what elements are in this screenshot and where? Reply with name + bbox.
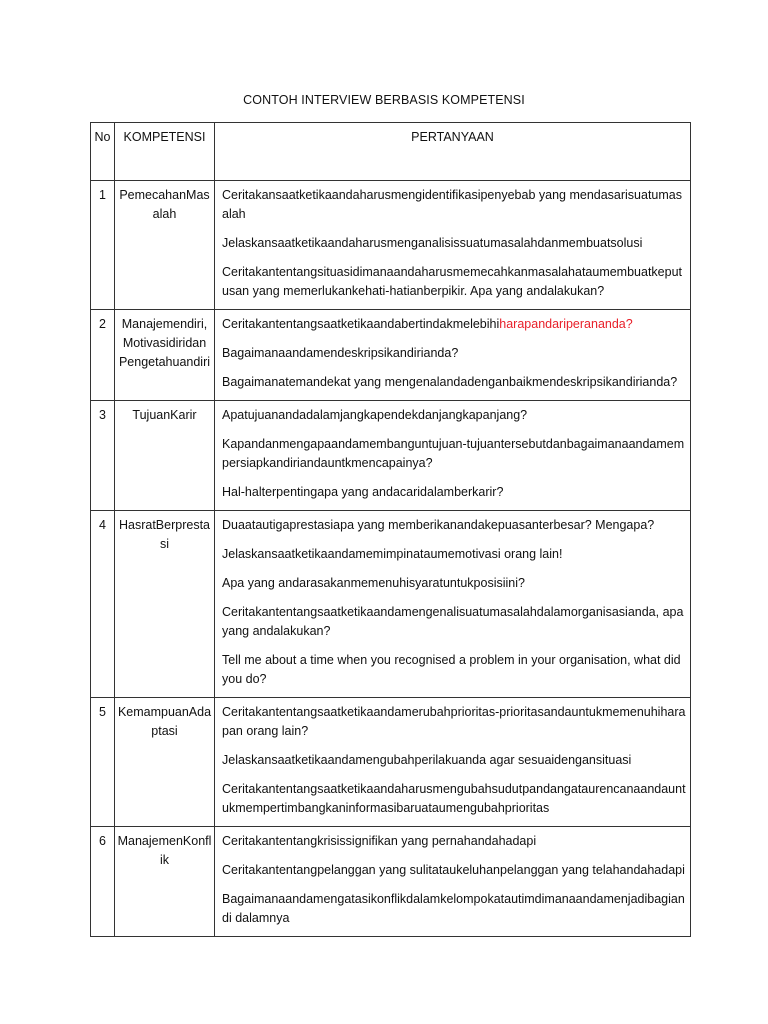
question-text [222, 780, 686, 818]
kompetensi-cell: ManajemenKonflik [115, 827, 215, 937]
question-text [222, 373, 686, 392]
question-text [222, 516, 686, 535]
question-text [222, 751, 686, 770]
kompetensi-cell: PemecahanMasalah [115, 181, 215, 310]
question-text [222, 890, 686, 928]
question-main-text: Ceritakantentangsaatketikaandamerubahprioritas-prioritasandauntukmemenuhiharapan orang lain? [222, 705, 686, 738]
question-main-text: Duaatautigaprestasiapa yang memberikanandakepuasanterbesar? Mengapa? [222, 518, 655, 532]
pertanyaan-cell [215, 310, 691, 401]
question-main-text: Bagaimanaandamengatasikonflikdalamkelompokatautimdimanaandamenjadibagian di dalamnya [222, 892, 685, 925]
question-main-text: Bagaimanatemandekat yang mengenalandadenganbaikmendeskripsikandirianda? [222, 375, 678, 389]
question-main-text: Kapandanmengapaandamembanguntujuan-tujuantersebutdanbagaimanaandamempersiapkandiriandauntkmencapainya? [222, 437, 685, 470]
question-main-text: Jelaskansaatketikaandaharusmenganalisissuatumasalahdanmembuatsolusi [222, 236, 643, 250]
table-row [91, 181, 691, 310]
row-number: 2 [91, 310, 115, 401]
question-text [222, 651, 686, 689]
question-main-text: Apatujuanandadalamjangkapendekdanjangkapanjang? [222, 408, 528, 422]
question-main-text: Ceritakantentangsaatketikaandabertindakmelebihi [222, 317, 500, 331]
question-text [222, 315, 686, 334]
question-text [222, 483, 686, 502]
pertanyaan-cell [215, 401, 691, 511]
table-body [91, 123, 691, 937]
kompetensi-cell: Manajemendiri, Motivasidiridan Pengetahuandiri [115, 310, 215, 401]
question-main-text: Tell me about a time when you recognised a problem in your organisation, what did you do? [222, 653, 681, 686]
question-text [222, 234, 686, 253]
table-row [91, 827, 691, 937]
kompetensi-cell: KemampuanAdaptasi [115, 698, 215, 827]
header-no: No [91, 123, 115, 181]
question-text [222, 703, 686, 741]
competency-table [90, 122, 691, 937]
question-main-text: Bagaimanaandamendeskripsikandirianda? [222, 346, 459, 360]
table-row [91, 698, 691, 827]
question-text [222, 574, 686, 593]
question-text [222, 832, 686, 851]
question-text [222, 603, 686, 641]
pertanyaan-cell [215, 181, 691, 310]
pertanyaan-cell [215, 511, 691, 698]
kompetensi-cell: HasratBerprestasi [115, 511, 215, 698]
row-number: 5 [91, 698, 115, 827]
page-title: CONTOH INTERVIEW BERBASIS KOMPETENSI [243, 93, 525, 107]
question-main-text: Hal-halterpentingapa yang andacaridalamberkarir? [222, 485, 504, 499]
header-kompetensi: KOMPETENSI [115, 123, 215, 181]
question-main-text: Ceritakantentangsaatketikaandaharusmengubahsudutpandangataurencanaandauntukmempertimbangkaninformasibaruataumengubahprioritas [222, 782, 686, 815]
table-header-row [91, 123, 691, 181]
question-text [222, 861, 686, 880]
table-row [91, 511, 691, 698]
question-main-text: Jelaskansaatketikaandamengubahperilakuanda agar sesuaidengansituasi [222, 753, 632, 767]
row-number: 4 [91, 511, 115, 698]
question-text [222, 435, 686, 473]
kompetensi-cell: TujuanKarir [115, 401, 215, 511]
question-text [222, 186, 686, 224]
table-row [91, 401, 691, 511]
pertanyaan-cell [215, 698, 691, 827]
question-main-text: Jelaskansaatketikaandamemimpinataumemotivasi orang lain! [222, 547, 563, 561]
question-main-text: Ceritakantentangpelanggan yang sulitataukeluhanpelanggan yang telahandahadapi [222, 863, 685, 877]
question-main-text: Ceritakantentangkrisissignifikan yang pernahandahadapi [222, 834, 537, 848]
question-main-text: Apa yang andarasakanmemenuhisyaratuntukposisiini? [222, 576, 525, 590]
table-row [91, 310, 691, 401]
row-number: 1 [91, 181, 115, 310]
question-main-text: Ceritakantentangsaatketikaandamengenalisuatumasalahdalamorganisasianda, apa yang andalakukan? [222, 605, 684, 638]
question-highlight-text: harapandariperananda? [499, 317, 633, 331]
pertanyaan-cell [215, 827, 691, 937]
question-text [222, 406, 686, 425]
question-text [222, 344, 686, 363]
header-pertanyaan: PERTANYAAN [215, 123, 691, 181]
question-main-text: Ceritakansaatketikaandaharusmengidentifikasipenyebab yang mendasarisuatumasalah [222, 188, 683, 221]
row-number: 3 [91, 401, 115, 511]
question-text [222, 263, 686, 301]
row-number: 6 [91, 827, 115, 937]
question-text [222, 545, 686, 564]
question-main-text: Ceritakantentangsituasidimanaandaharusmemecahkanmasalahataumembuatkeputusan yang memerlukankehati-hatianberpikir. Apa yang andalakukan? [222, 265, 683, 298]
